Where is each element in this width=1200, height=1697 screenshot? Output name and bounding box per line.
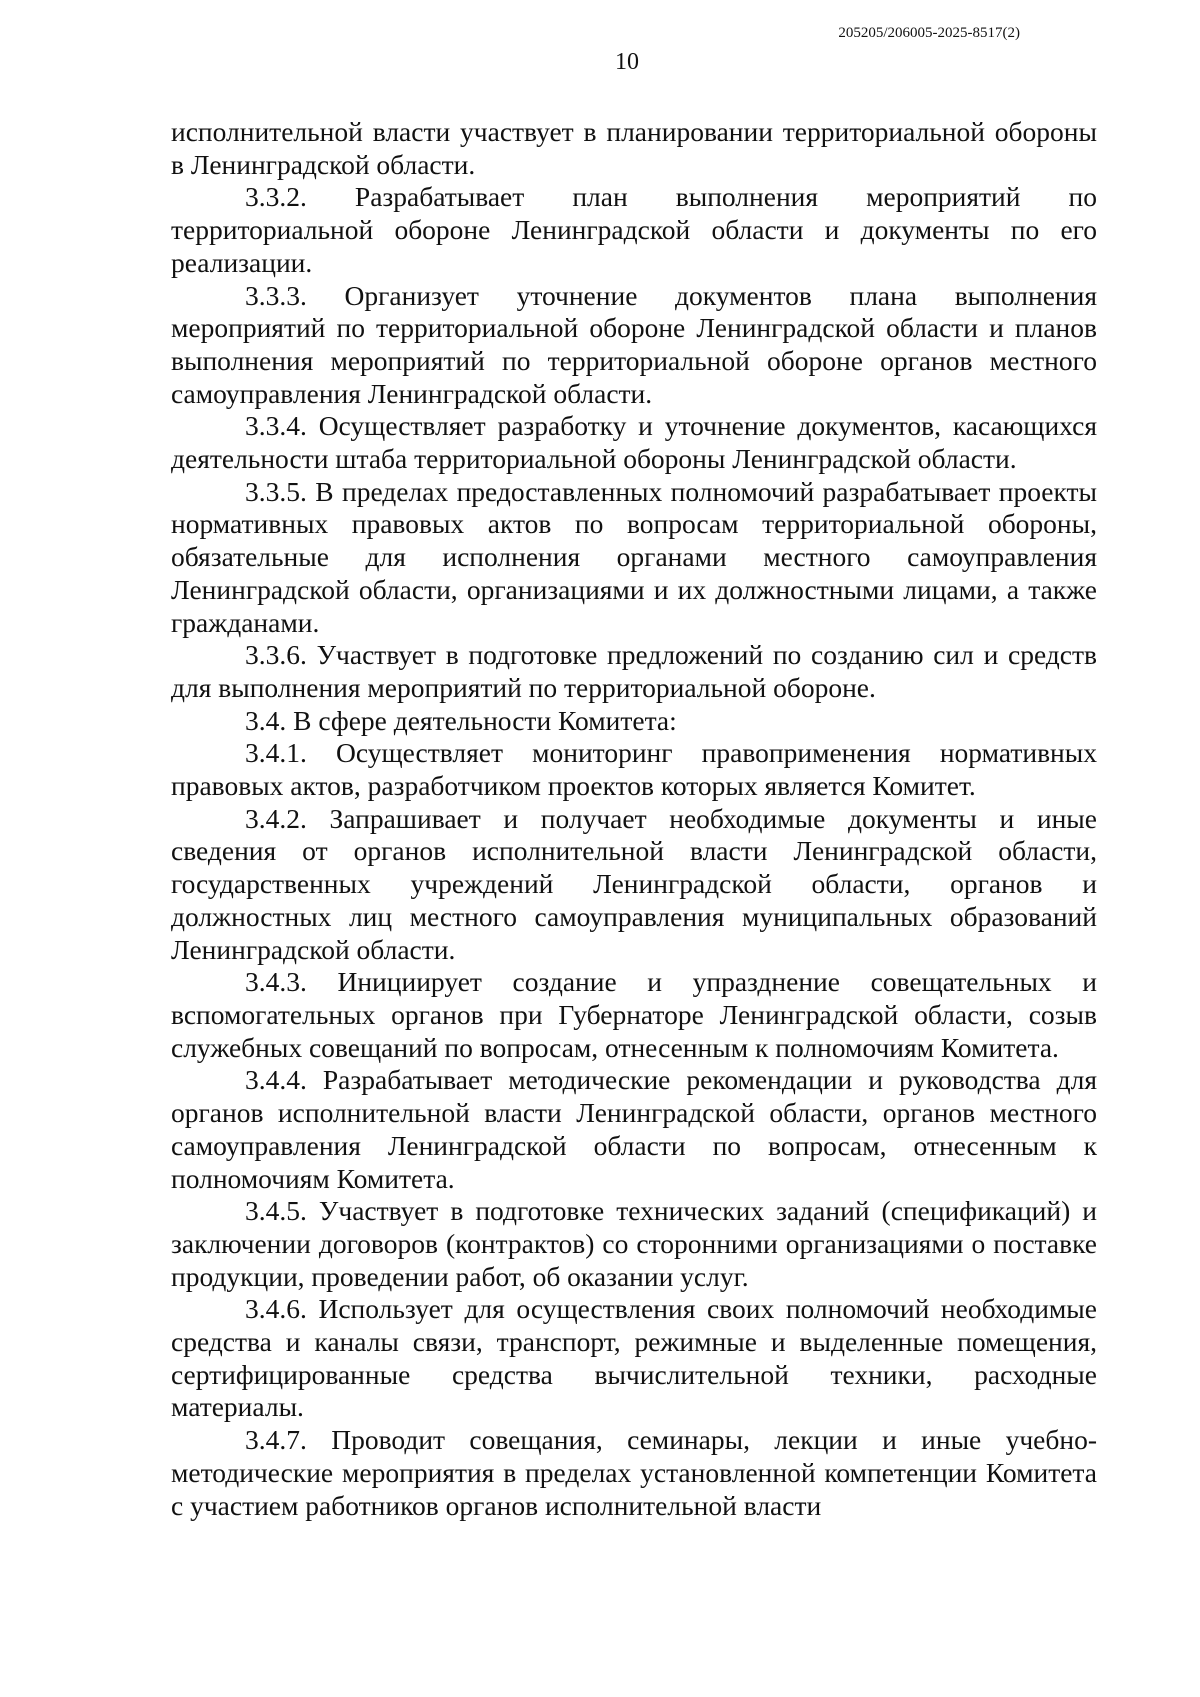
- document-body: [171, 116, 1097, 1522]
- paragraph-3-3-6: 3.3.6. Участвует в подготовке предложений по созданию сил и средств для выполнения мероприятий по территориальной обороне.: [171, 639, 1097, 703]
- paragraph-3-3-5: 3.3.5. В пределах предоставленных полномочий разрабатывает проекты нормативных правовых актов по вопросам территориальной обороны, обязательные для исполнения органами местного самоуправления Ленинградской области, организациями и их должностными лицами, а также гражданами.: [171, 475, 1097, 638]
- paragraph-3-4-6: 3.4.6. Использует для осуществления своих полномочий необходимые средства и каналы связи, транспорт, режимные и выделенные помещения, сертифицированные средства вычислительной техники, расходные материалы.: [171, 1293, 1097, 1423]
- paragraph-3-4-3: 3.4.3. Инициирует создание и упразднение совещательных и вспомогательных органов при Губернаторе Ленинградской области, созыв служебных совещаний по вопросам, отнесенным к полномочиям Комитета.: [171, 966, 1097, 1063]
- paragraph-3-4-2: 3.4.2. Запрашивает и получает необходимые документы и иные сведения от органов исполнительной власти Ленинградской области, государственных учреждений Ленинградской области, органов и должностных лиц местного самоуправления муниципальных образований Ленинградской области.: [171, 802, 1097, 965]
- page-number: 10: [615, 49, 639, 75]
- paragraph-3-4-4: 3.4.4. Разрабатывает методические рекомендации и руководства для органов исполнительной власти Ленинградской области, органов местного самоуправления Ленинградской области по вопросам, отнесенным к полномочиям Комитета.: [171, 1064, 1097, 1194]
- paragraph-3-3-4: 3.3.4. Осуществляет разработку и уточнение документов, касающихся деятельности штаба территориальной обороны Ленинградской области.: [171, 410, 1097, 475]
- paragraph-continuation: исполнительной власти участвует в планировании территориальной обороны в Ленинградской области.: [171, 116, 1097, 180]
- paragraph-3-4-5: 3.4.5. Участвует в подготовке технических заданий (спецификаций) и заключении договоров (контрактов) со сторонними организациями о поставке продукции, проведении работ, об оказании услуг.: [171, 1195, 1097, 1292]
- paragraph-3-4-1: 3.4.1. Осуществляет мониторинг правоприменения нормативных правовых актов, разработчиком проектов которых является Комитет.: [171, 737, 1097, 802]
- paragraph-3-3-3: 3.3.3. Организует уточнение документов плана выполнения мероприятий по территориальной обороне Ленинградской области и планов выполнения мероприятий по территориальной обороне органов местного самоуправления Ленинградской области.: [171, 279, 1097, 409]
- paragraph-3-3-2: 3.3.2. Разрабатывает план выполнения мероприятий по территориальной обороне Ленинградской области и документы по его реализации.: [171, 181, 1097, 278]
- document-id: 205205/206005-2025-8517(2): [838, 25, 1020, 41]
- paragraph-3-4: 3.4. В сфере деятельности Комитета:: [245, 704, 677, 736]
- paragraph-3-4-7: 3.4.7. Проводит совещания, семинары, лекции и иные учебно-методические мероприятия в пределах установленной компетенции Комитета с участием работников органов исполнительной власти: [171, 1424, 1097, 1521]
